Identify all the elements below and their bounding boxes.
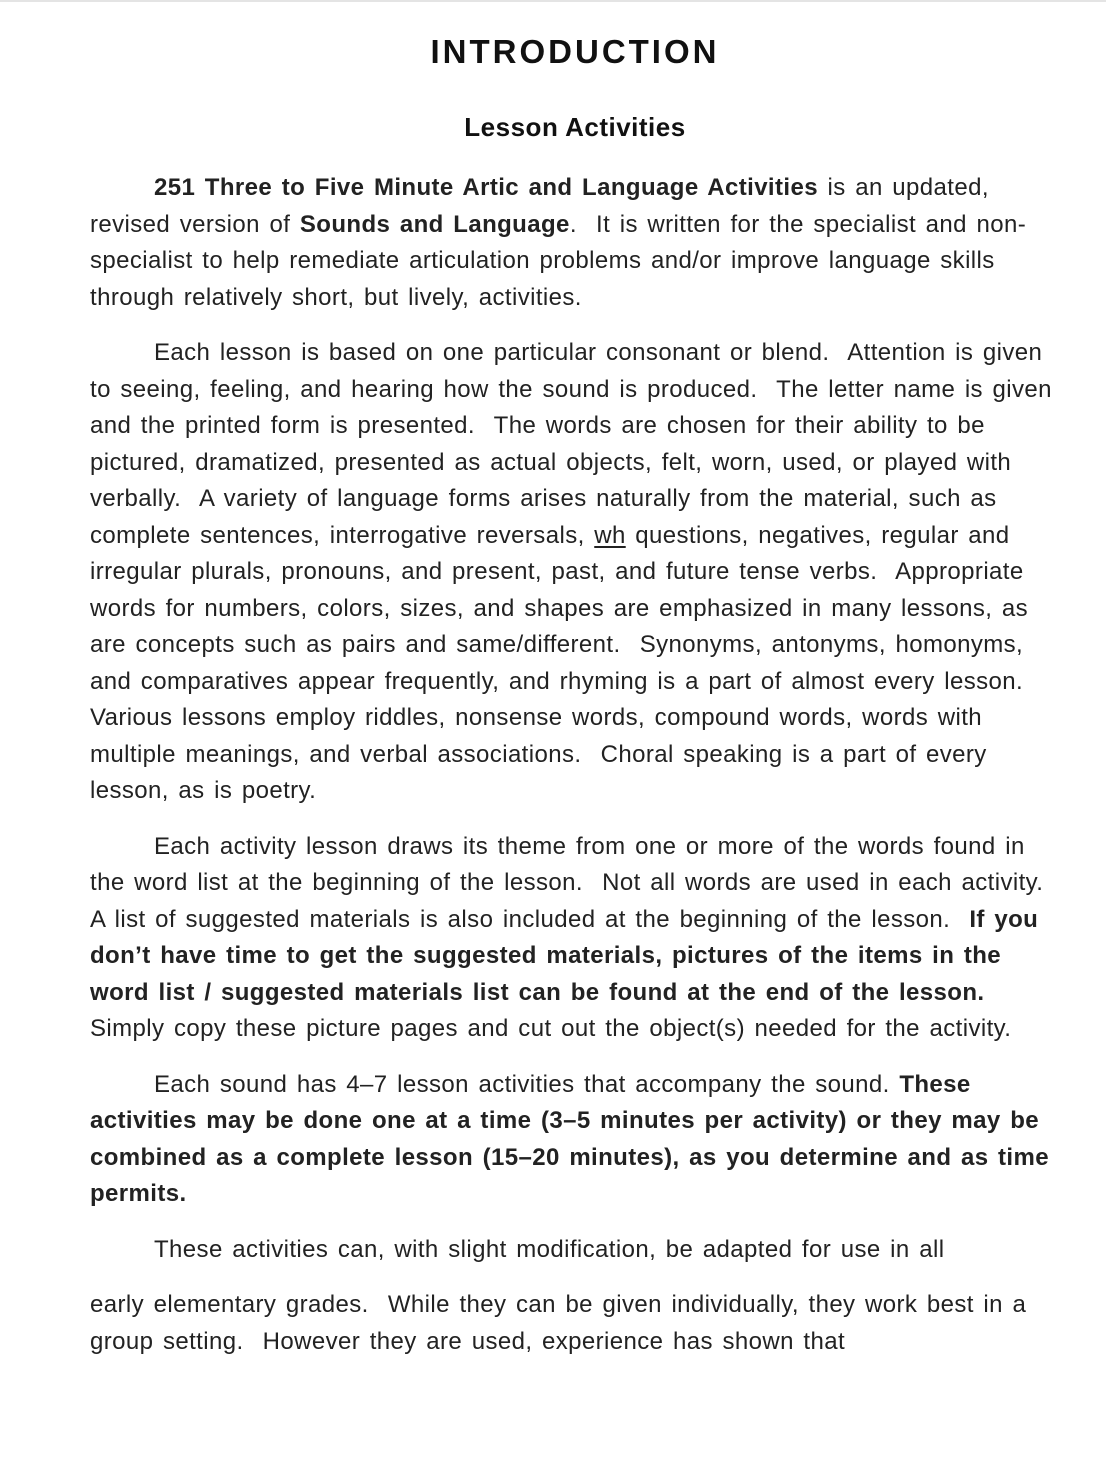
text-run: Simply copy these picture pages and cut out the object(s) needed for the activity. (90, 978, 1012, 1042)
text-run: Each activity lesson draws its theme from one or more of the words found in the word list at the beginning of the lesson. Not all words are used in each activity. A list of suggested materials is also included at the beginning of the lesson. (90, 832, 1062, 933)
text-run: Each lesson is based on one particular consonant or blend. Attention is given to seeing, feeling, and hearing how the sound is produced. The letter name is given and the printed form is presented. The words are chosen for their ability to be pictured, dramatized, presented as actual objects, felt, worn, used, or played with verbally. A variety of language forms arises naturally from the material, such as complete sentences, interrogative reversals, (90, 339, 1062, 549)
scan-edge-artifact (0, 0, 1106, 2)
paragraph (90, 170, 1060, 316)
paragraph (90, 829, 1060, 1048)
text-run: is an updated, revised version of (90, 174, 999, 238)
text-run: Sounds and Language (299, 210, 570, 238)
text-run: early elementary grades. While they can be given individually, they work best in a group setting. However they are used, experience has shown that (90, 1291, 1036, 1355)
text-run: 251 Three to Five Minute Artic and Language Activities (154, 174, 818, 201)
paragraph (90, 1067, 1060, 1213)
text-run: wh (594, 521, 626, 549)
page-content (90, 0, 1060, 1360)
text-run: . It is written for the specialist and non-specialist to help remediate articulation problems and/or improve language skills through relatively short, but lively, activities. (90, 210, 1027, 311)
text-run: questions, negatives, regular and irregular plurals, pronouns, and present, past, and future tense verbs. Appropriate words for numbers, colors, sizes, and shapes are emphasized in many lessons, as are concepts such as pairs and same/different. Synonyms, antonyms, homonyms, and comparatives appear frequently, and rhyming is a part of almost every lesson. Various lessons employ riddles, nonsense words, compound words, words with multiple meanings, and verbal associations. Choral speaking is a part of every lesson, as is poetry. (90, 521, 1043, 804)
text-run: These activities can, with slight modification, be adapted for use in all (154, 1235, 945, 1263)
body-text (90, 170, 1060, 1360)
text-run: Each sound has 4–7 lesson activities that accompany the sound. (154, 1070, 900, 1098)
section-heading: Lesson Activities (464, 112, 686, 142)
paragraph (90, 335, 1060, 810)
paragraph (90, 1232, 1060, 1269)
text-run: If you don’t have time to get the suggested materials, pictures of the items in the word list / suggested materials list can be found at the end of the lesson. (90, 905, 1048, 1006)
text-run: These activities may be done one at a time (3–5 minutes per activity) or they may be combined as a complete lesson (15–20 minutes), as you determine and as time permits. (90, 1070, 1059, 1207)
page-title: INTRODUCTION (430, 33, 720, 70)
paragraph (90, 1287, 1060, 1360)
